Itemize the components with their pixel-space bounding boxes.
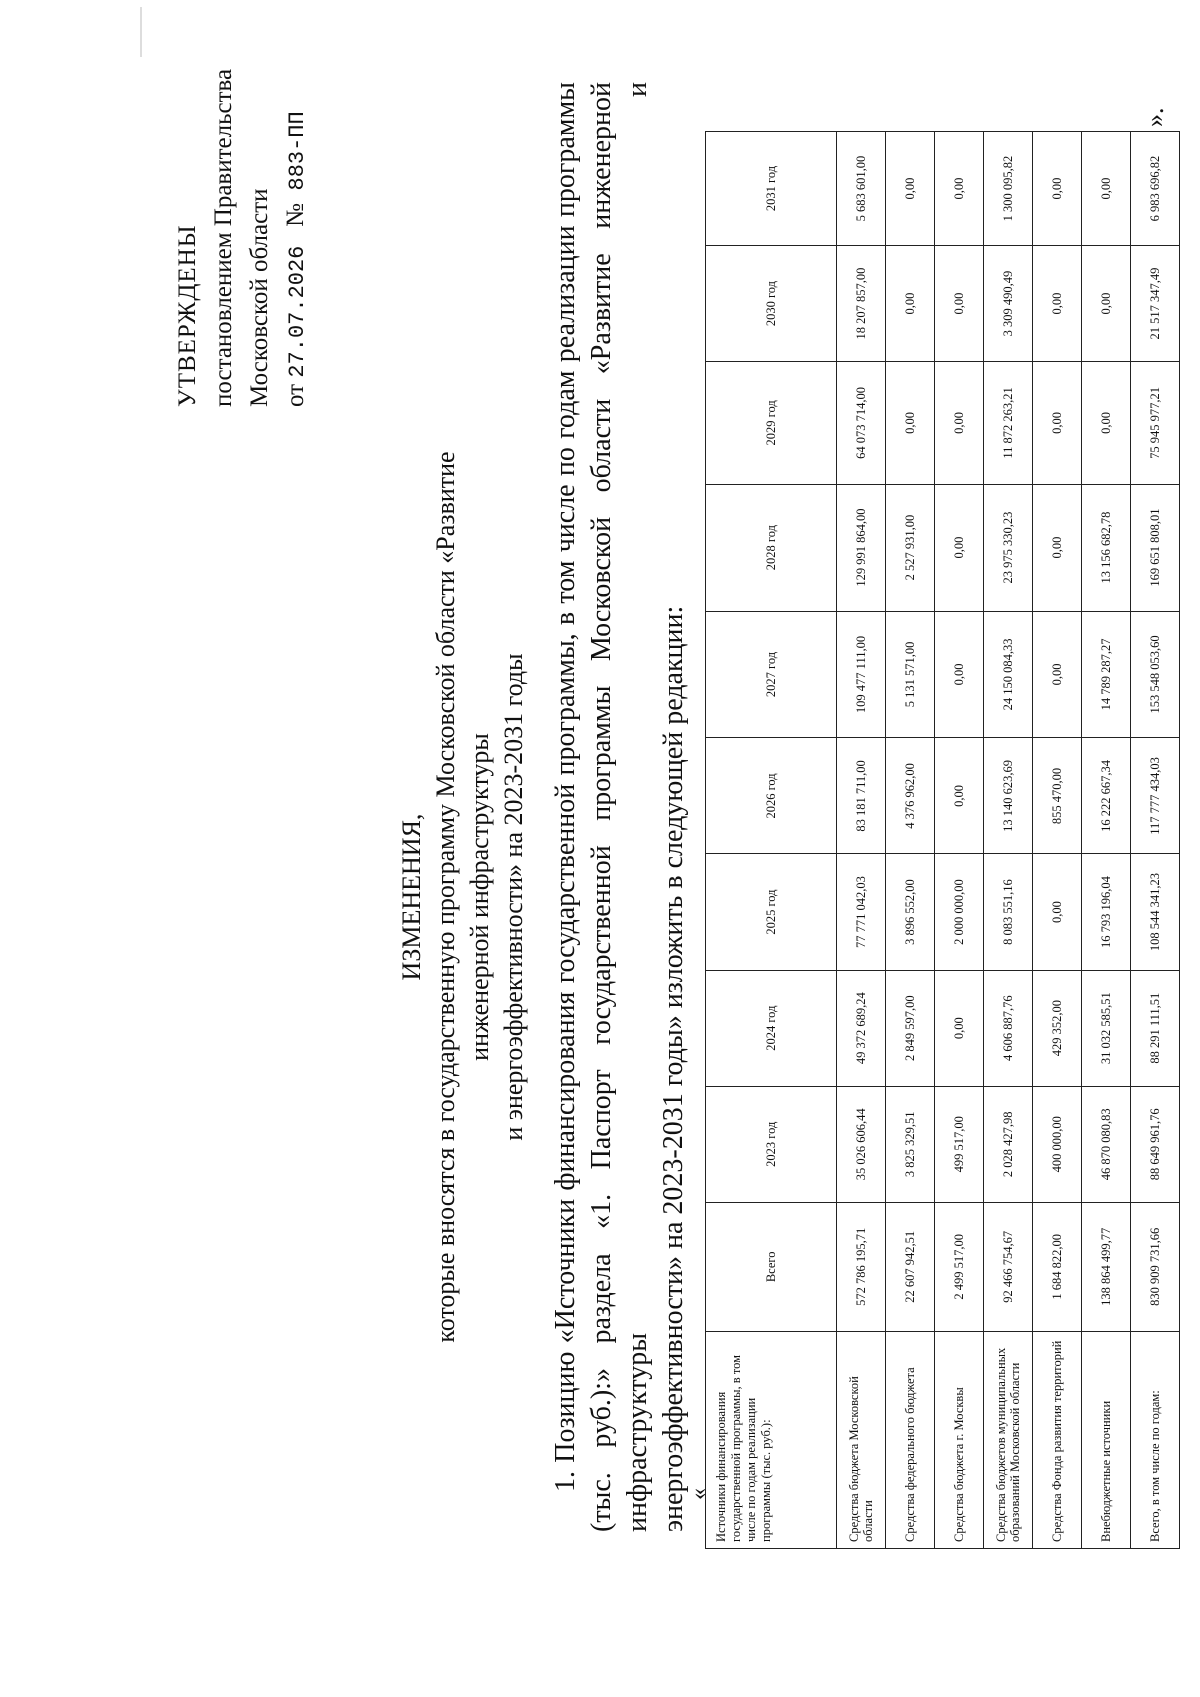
header-cell: Источники финансирования государственной программы, в том числе по годам реализации программы (тыс. руб.):	[706, 1331, 837, 1548]
value-cell: 88 649 961,76	[1131, 1086, 1180, 1202]
header-cell: 2026 год	[706, 738, 837, 854]
approval-stamp	[170, 69, 316, 407]
value-cell: 0,00	[1033, 362, 1082, 485]
header-cell: 2028 год	[706, 484, 837, 611]
value-cell: 16 222 667,34	[1082, 738, 1131, 854]
value-cell: 830 909 731,66	[1131, 1202, 1180, 1331]
value-cell: 46 870 080,83	[1082, 1086, 1131, 1202]
row-label-cell: Средства бюджета Московской области	[837, 1331, 886, 1548]
value-cell: 0,00	[1033, 132, 1082, 246]
approval-date-prefix: от	[282, 383, 309, 407]
header-cell: Всего	[706, 1202, 837, 1331]
value-cell: 35 026 606,44	[837, 1086, 886, 1202]
row-label-cell: Средства бюджета г. Москвы	[935, 1331, 984, 1548]
title-line-1: ИЗМЕНЕНИЯ,	[397, 813, 426, 981]
value-cell: 11 872 263,21	[984, 362, 1033, 485]
value-cell: 77 771 042,03	[837, 854, 886, 970]
title-line-3: и энергоэффективности» на 2023-2031 годы	[499, 653, 528, 1141]
value-cell: 0,00	[1033, 484, 1082, 611]
value-cell: 117 777 434,03	[1131, 738, 1180, 854]
value-cell: 23 975 330,23	[984, 484, 1033, 611]
table-row	[984, 132, 1033, 1549]
closing-quote: ».	[1140, 107, 1169, 127]
value-cell: 0,00	[886, 362, 935, 485]
value-cell: 49 372 689,24	[837, 970, 886, 1086]
scan-mark	[140, 7, 142, 57]
value-cell: 0,00	[1082, 362, 1131, 485]
value-cell: 1 300 095,82	[984, 132, 1033, 246]
value-cell: 0,00	[886, 246, 935, 362]
value-cell: 4 606 887,76	[984, 970, 1033, 1086]
value-cell: 5 683 601,00	[837, 132, 886, 246]
row-label-cell: Внебюджетные источники	[1082, 1331, 1131, 1548]
value-cell: 572 786 195,71	[837, 1202, 886, 1331]
value-cell: 0,00	[935, 970, 984, 1086]
value-cell: 88 291 111,51	[1131, 970, 1180, 1086]
financing-table-wrapper	[705, 131, 1180, 1549]
header-cell: 2024 год	[706, 970, 837, 1086]
value-cell: 0,00	[935, 362, 984, 485]
value-cell: 18 207 857,00	[837, 246, 886, 362]
value-cell: 169 651 808,01	[1131, 484, 1180, 611]
value-cell: 0,00	[1033, 611, 1082, 738]
approval-number: 883-ПП	[285, 111, 310, 191]
row-label-cell: Средства бюджетов муниципальных образований Московской области	[984, 1331, 1033, 1548]
table-row	[1131, 132, 1180, 1549]
value-cell: 0,00	[1082, 246, 1131, 362]
value-cell: 3 825 329,51	[886, 1086, 935, 1202]
table-row	[1033, 132, 1082, 1549]
value-cell: 14 789 287,27	[1082, 611, 1131, 738]
header-cell: 2030 год	[706, 246, 837, 362]
value-cell: 3 896 552,00	[886, 854, 935, 970]
paragraph-line-3: энергоэффективности» на 2023-2031 годы» изложить в следующей редакции:	[658, 605, 689, 1532]
value-cell: 138 864 499,77	[1082, 1202, 1131, 1331]
value-cell: 129 991 864,00	[837, 484, 886, 611]
value-cell: 0,00	[935, 246, 984, 362]
table-row	[935, 132, 984, 1549]
value-cell: 499 517,00	[935, 1086, 984, 1202]
header-cell: 2023 год	[706, 1086, 837, 1202]
value-cell: 400 000,00	[1033, 1086, 1082, 1202]
value-cell: 75 945 977,21	[1131, 362, 1180, 485]
amendment-paragraph	[548, 82, 692, 1532]
header-cell: 2025 год	[706, 854, 837, 970]
approval-number-sign: №	[282, 203, 309, 227]
row-label-cell: Всего, в том числе по годам:	[1131, 1331, 1180, 1548]
value-cell: 109 477 111,00	[837, 611, 886, 738]
value-cell: 8 083 551,16	[984, 854, 1033, 970]
document-title	[395, 397, 531, 1397]
row-label-cell: Средства Фонда развития территорий	[1033, 1331, 1082, 1548]
value-cell: 16 793 196,04	[1082, 854, 1131, 970]
value-cell: 92 466 754,67	[984, 1202, 1033, 1331]
value-cell: 0,00	[935, 611, 984, 738]
value-cell: 5 131 571,00	[886, 611, 935, 738]
table-row	[837, 132, 886, 1549]
value-cell: 3 309 490,49	[984, 246, 1033, 362]
header-cell: 2031 год	[706, 132, 837, 246]
value-cell: 429 352,00	[1033, 970, 1082, 1086]
value-cell: 0,00	[935, 132, 984, 246]
value-cell: 2 000 000,00	[935, 854, 984, 970]
financing-table	[705, 131, 1180, 1549]
paragraph-line-1: 1. Позицию «Источники финансирования государственной программы, в том числе по годам реализации программы	[550, 82, 581, 1492]
value-cell: 6 983 696,82	[1131, 132, 1180, 246]
value-cell: 0,00	[1033, 246, 1082, 362]
value-cell: 4 376 962,00	[886, 738, 935, 854]
value-cell: 108 544 341,23	[1131, 854, 1180, 970]
value-cell: 2 849 597,00	[886, 970, 935, 1086]
value-cell: 24 150 084,33	[984, 611, 1033, 738]
value-cell: 22 607 942,51	[886, 1202, 935, 1331]
row-label-cell: Средства федерального бюджета	[886, 1331, 935, 1548]
approval-heading: УТВЕРЖДЕНЫ	[174, 224, 201, 407]
value-cell: 2 527 931,00	[886, 484, 935, 611]
approval-date-line	[278, 69, 316, 407]
opening-quote: «	[686, 1488, 712, 1500]
table-header-row	[706, 132, 837, 1549]
table-row	[1082, 132, 1131, 1549]
value-cell: 855 470,00	[1033, 738, 1082, 854]
value-cell: 64 073 714,00	[837, 362, 886, 485]
table-row	[886, 132, 935, 1549]
value-cell: 31 032 585,51	[1082, 970, 1131, 1086]
approval-line-3: Московской области	[246, 188, 273, 407]
value-cell: 0,00	[1033, 854, 1082, 970]
paragraph-line-2: (тыс. руб.):» раздела «1. Паспорт государственной программы Московской области «Развитие инженерной инфраструктуры и	[586, 82, 653, 1532]
value-cell: 0,00	[886, 132, 935, 246]
value-cell: 13 156 682,78	[1082, 484, 1131, 611]
value-cell: 21 517 347,49	[1131, 246, 1180, 362]
approval-date: 27.07.2026	[285, 245, 310, 378]
value-cell: 2 499 517,00	[935, 1202, 984, 1331]
value-cell: 83 181 711,00	[837, 738, 886, 854]
approval-line-2: постановлением Правительства	[210, 68, 237, 407]
value-cell: 1 684 822,00	[1033, 1202, 1082, 1331]
header-cell: 2027 год	[706, 611, 837, 738]
value-cell: 153 548 053,60	[1131, 611, 1180, 738]
value-cell: 0,00	[1082, 132, 1131, 246]
value-cell: 0,00	[935, 738, 984, 854]
value-cell: 13 140 623,69	[984, 738, 1033, 854]
value-cell: 0,00	[935, 484, 984, 611]
value-cell: 2 028 427,98	[984, 1086, 1033, 1202]
header-cell: 2029 год	[706, 362, 837, 485]
title-line-2: которые вносятся в государственную программу Московской области «Развитие инженерной инфраструктуры	[431, 451, 494, 1343]
